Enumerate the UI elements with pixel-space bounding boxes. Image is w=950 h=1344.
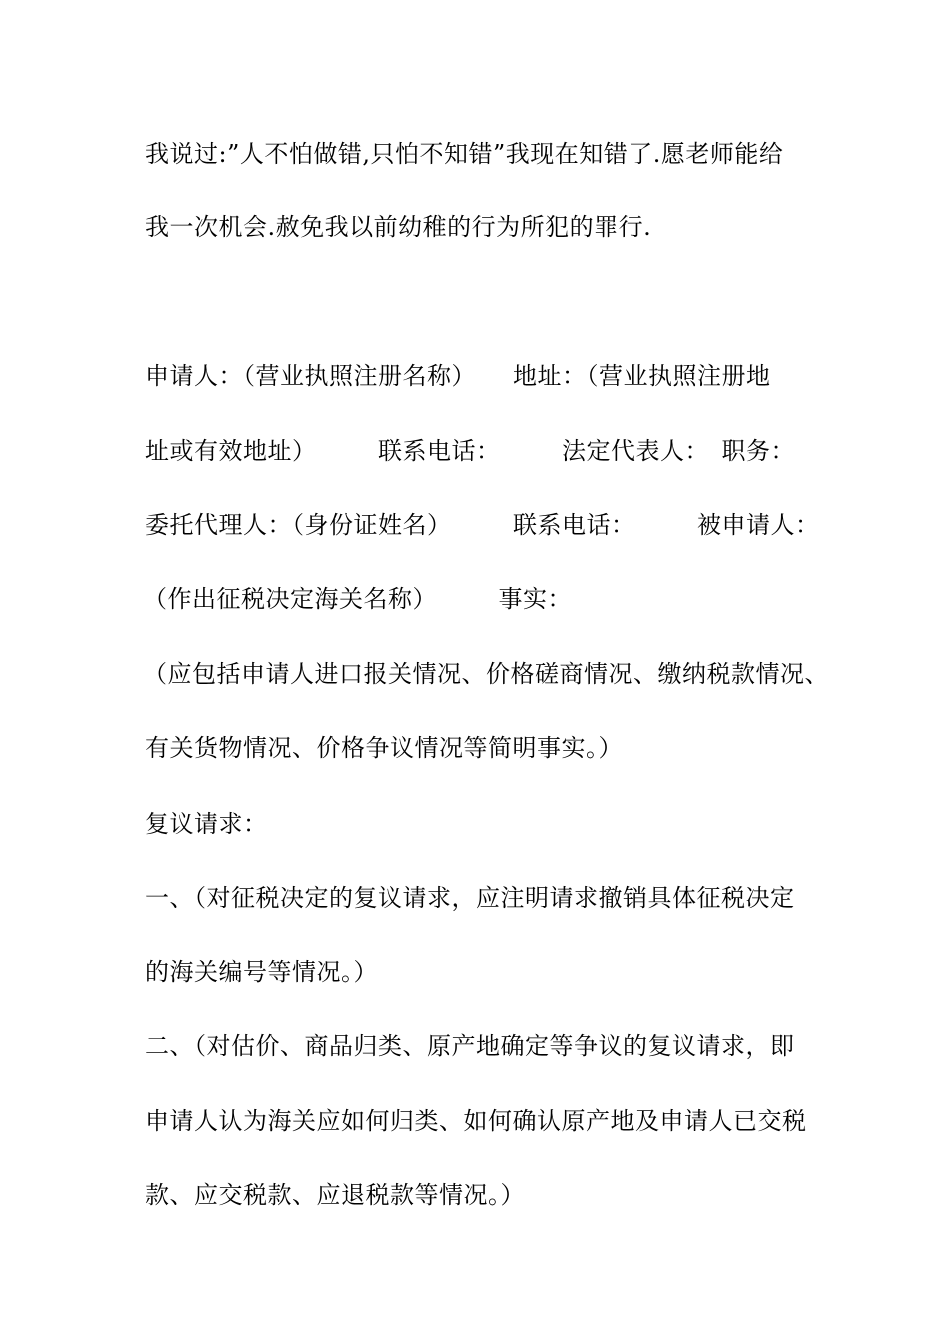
text-line: 我说过:”人不怕做错,只怕不知错”我现在知错了.愿老师能给 <box>145 140 784 168</box>
text-line: 我一次机会.赦免我以前幼稚的行为所犯的罪行. <box>145 213 652 241</box>
text-line: 有关货物情况、价格争议情况等简明事实。） <box>145 734 623 762</box>
text-line: 委托代理人：（身份证姓名） 联系电话： 被申请人： <box>145 511 820 539</box>
text-line: 申请人认为海关应如何归类、如何确认原产地及申请人已交税 <box>145 1107 807 1135</box>
text-line: 款、应交税款、应退税款等情况。） <box>145 1181 525 1209</box>
text-line: （作出征税决定海关名称） 事实： <box>143 585 572 613</box>
text-line: 的海关编号等情况。） <box>145 958 378 986</box>
text-line: 一、（对征税决定的复议请求，应注明请求撤销具体征税决定 <box>145 884 795 912</box>
text-line: 二、（对估价、商品归类、原产地确定等争议的复议请求，即 <box>145 1032 795 1060</box>
section-heading: 复议请求： <box>145 810 268 838</box>
text-line: 址或有效地址） 联系电话： 法定代表人： 职务： <box>145 437 795 465</box>
text-line: （应包括申请人进口报关情况、价格磋商情况、缴纳税款情况、 <box>143 660 829 688</box>
text-line: 申请人：（营业执照注册名称） 地址：（营业执照注册地 <box>145 362 771 390</box>
